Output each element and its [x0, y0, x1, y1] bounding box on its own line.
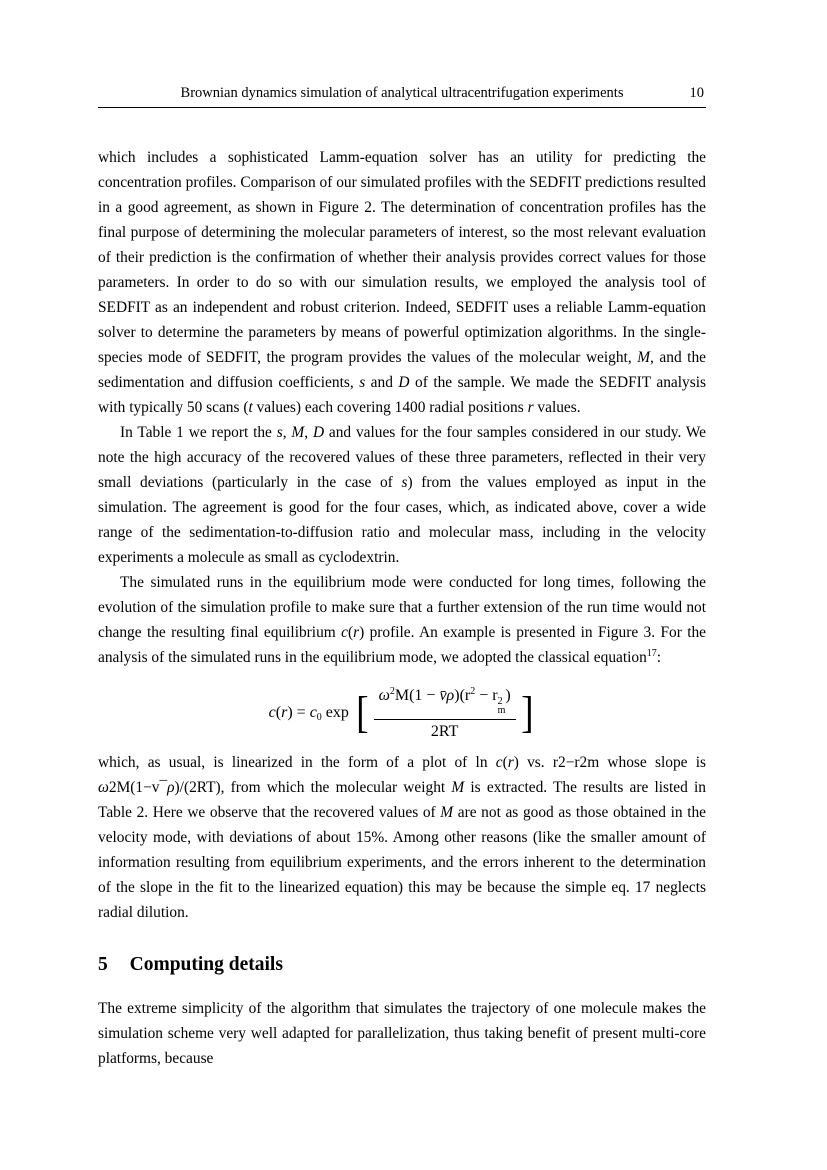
paragraph-1: which includes a sophisticated Lamm-equation solver has an utility for predicting the concentration profiles. Comparison of our simulated profiles with the SEDFIT predictions resulted in a good agreement, as shown in Figure 2. The determination of concentration profiles has the final purpose of determining the molecular parameters of interest, so the most relevant evaluation of their prediction is the confirmation of whether their analysis provides correct values for those parameters. In order to do so with our simulation results, we employed the analysis tool of SEDFIT as an independent and robust criterion. Indeed, SEDFIT uses a reliable Lamm-equation solver to determine the parameters by means of powerful optimization algorithms. In the single-species mode of SEDFIT, the program provides the values of the molecular weight, M, and the sedimentation and diffusion coefficients, s and D of the sample. We made the SEDFIT analysis with typically 50 scans (t values) each covering 1400 radial positions r values.: [98, 149, 706, 416]
paragraph-4: which, as usual, is linearized in the form of a plot of ln c(r) vs. r2−r2m whose slope is ω2M(1−v¯ρ)/(2RT), from which the molecular weight M is extracted. The results are listed in Table 2. Here we observe that the recovered values of M are not as good as those obtained in the velocity mode, with deviations of about 15%. Among other reasons (like the smaller amount of information resulting from equilibrium experiments, and the errors inherent to the determination of the slope in the fit to the linearized equation) this may be because the simple eq. 17 neglects radial dilution.: [98, 754, 706, 921]
section-number: 5: [98, 954, 108, 975]
equation-lhs: $c(r) = c_0$ exp: [268, 704, 349, 723]
section-title: Computing details: [129, 954, 283, 975]
running-head: [98, 84, 706, 102]
header-rule: [98, 107, 706, 108]
page-content: [98, 84, 706, 1071]
stacked-sup-sub: 2 m: [497, 696, 506, 716]
left-bracket-glyph: [: [356, 688, 369, 737]
running-title: Brownian dynamics simulation of analytical ultracentrifugation experiments: [180, 85, 624, 101]
equation-denominator: 2RT: [430, 723, 459, 740]
paragraph-3: The simulated runs in the equilibrium mode were conducted for long times, following the evolution of the simulation profile to make sure that a further extension of the run time would not change the resulting final equilibrium c(r) profile. An example is presented in Figure 3. For the analysis of the simulated runs in the equilibrium mode, we adopted the classical equation$^{17}$:: [98, 574, 706, 666]
page-header: [98, 84, 706, 108]
paragraph-2: In Table 1 we report the s, M, D and values for the four samples considered in our study. We note the high accuracy of the recovered values of these three parameters, reflected in their very small deviations (particularly in the case of s) from the values employed as input in the simulation. The agreement is good for the four cases, which, as indicated above, cover a wide range of the sedimentation-to-diffusion ratio and molecular mass, including in the velocity experiments a molecule as small as cyclodextrin.: [98, 424, 706, 566]
equation-fraction: [374, 686, 516, 740]
section-heading: [98, 953, 706, 977]
right-bracket-glyph: ]: [520, 688, 534, 737]
equation-17: [98, 686, 706, 740]
page-number: 10: [689, 85, 704, 101]
equation-numerator: $\omega^2M(1$ − $v̄\rho)(r^2 - r$ 2 m ): [374, 686, 516, 720]
paragraph-5: The extreme simplicity of the algorithm that simulates the trajectory of one molecule makes the simulation scheme very well adapted for parallelization, thus taking benefit of present multi-core platforms, because: [98, 1000, 706, 1067]
page-body: [98, 145, 706, 1071]
